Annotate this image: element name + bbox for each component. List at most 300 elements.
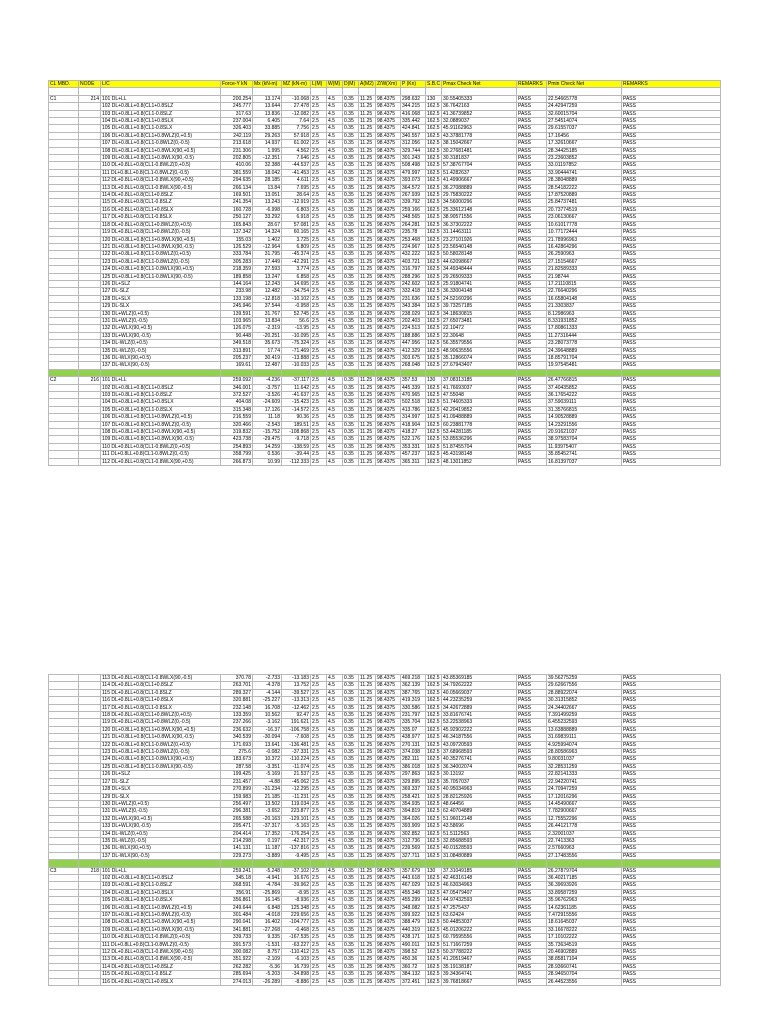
table-cell: 13.174 [253, 95, 282, 102]
table-cell [79, 162, 101, 169]
table-cell: -16.37 [253, 726, 282, 733]
table-cell: PASS [622, 214, 721, 221]
table-cell: 12.243 [253, 280, 282, 287]
table-cell: 3.725 [282, 236, 311, 243]
table-cell: 296.381 [221, 808, 253, 815]
table-cell: 2.5 [311, 362, 327, 369]
table-cell: 391.573 [221, 941, 253, 948]
table-cell: 130 [426, 377, 442, 384]
table-cell: 188.886 [401, 332, 426, 339]
table-cell: -11.074 [282, 763, 311, 770]
table-cell: 162.5 [427, 675, 440, 681]
table-cell: PASS [517, 712, 547, 719]
table-cell: 40.95034963 [442, 786, 517, 793]
table-cell: 265.588 [221, 815, 253, 822]
table-cell: PASS [517, 719, 547, 726]
table-cell [49, 206, 79, 213]
table-cell [49, 384, 79, 391]
table-cell: -14.572 [282, 406, 311, 413]
table-cell: 282.111 [401, 756, 426, 763]
table-cell: PASS [517, 874, 547, 881]
table-cell: 98.4375 [376, 303, 401, 310]
table-cell [49, 911, 79, 918]
table-cell: 11.25 [359, 712, 376, 719]
table-cell: 11.25 [359, 726, 376, 733]
table-cell: 60.79595556 [442, 934, 517, 941]
table-cell: 2.5 [311, 749, 327, 756]
table-cell: 162.5 [427, 340, 440, 347]
table-cell: 162.5 [427, 147, 440, 154]
table-row [49, 184, 721, 191]
table-cell: 0.35 [343, 919, 359, 926]
table-cell: 455.348 [401, 889, 426, 896]
table-cell: 11.25 [359, 414, 376, 421]
table-cell: -34.754 [282, 288, 311, 295]
table-cell: 98.4375 [376, 177, 401, 184]
table-cell: -63.227 [282, 941, 311, 948]
table-cell: 7.391499259 [547, 712, 622, 719]
table-cell: 51.96012148 [442, 815, 517, 822]
table-cell: 2.5 [311, 689, 327, 696]
table-cell: 31.795 [253, 251, 282, 258]
table-cell: 162.5 [427, 414, 440, 421]
table-cell: 332.418 [401, 288, 426, 295]
table-row [49, 132, 721, 139]
table-row [49, 712, 721, 719]
table-cell: 11.25 [359, 934, 376, 941]
table-row [49, 147, 721, 154]
table-cell: 262.282 [221, 963, 253, 970]
table-cell: PASS [622, 697, 721, 704]
table-cell: PASS [517, 756, 547, 763]
table-cell: PASS [517, 934, 547, 941]
table-cell: PASS [517, 771, 547, 778]
table-cell [79, 132, 101, 139]
table-cell: 45.43198148 [442, 451, 517, 458]
table-cell: PASS [517, 169, 547, 176]
table-cell: 112 DL+0.8LL+0.8(CL1-0.8WLX(90,+0.5) [101, 458, 221, 465]
table-cell: -34.898 [282, 971, 311, 978]
table-cell: 51.5112563 [442, 830, 517, 837]
table-cell [79, 786, 101, 793]
table-cell: 126 DL+SLZ [101, 280, 221, 287]
table-cell: 341.881 [221, 926, 253, 933]
table-cell: 21.98744 [547, 273, 622, 280]
table-row [49, 704, 721, 711]
table-cell: 4.5 [327, 406, 343, 413]
table-cell: 4.5 [327, 897, 343, 904]
table-cell: 30.13192 [442, 771, 517, 778]
table-cell: 357.53 [401, 377, 426, 384]
table-cell: 123 DL+0.8LL+0.8(CL1-0.8WLZ(0,-0.5) [101, 749, 221, 756]
table-cell: 162.5 [427, 362, 440, 369]
table-cell: PASS [622, 303, 721, 310]
table-cell: 133 DL+WLX(90,-0.5) [101, 332, 221, 339]
table-cell [79, 243, 101, 250]
table-cell [79, 451, 101, 458]
table-cell: PASS [517, 347, 547, 354]
table-row [49, 949, 721, 956]
col-header: L/C [101, 81, 221, 88]
table-cell [49, 741, 79, 748]
table-row [49, 192, 721, 199]
table-cell: 10.562 [253, 712, 282, 719]
table-cell: PASS [517, 118, 547, 125]
table-cell: 0.35 [343, 169, 359, 176]
table-cell: 11.25 [359, 719, 376, 726]
table-cell: PASS [622, 325, 721, 332]
table-cell: 162.5 [427, 140, 440, 147]
table-cell: -26.289 [253, 978, 282, 985]
table-cell: 0.35 [343, 384, 359, 391]
table-cell: 32.388 [253, 162, 282, 169]
table-cell: 98.4375 [376, 941, 401, 948]
table-cell: 11.25 [359, 147, 376, 154]
table-row [49, 830, 721, 837]
table-cell: 11.25 [359, 392, 376, 399]
table-cell: 37.59039111 [547, 399, 622, 406]
table-cell: 0.35 [343, 963, 359, 970]
table-cell: 98.4375 [376, 904, 401, 911]
table-cell: 2.5 [311, 436, 327, 443]
table-cell: 393.909 [401, 823, 426, 830]
table-cell: 4.5 [327, 934, 343, 941]
table-cell: PASS [517, 132, 547, 139]
table-cell [79, 756, 101, 763]
table-cell: 38.97583704 [547, 436, 622, 443]
table-cell: -167.535 [282, 934, 311, 941]
table-cell: 455.299 [401, 897, 426, 904]
table-cell: 314.997 [401, 414, 426, 421]
table-cell: 11.25 [359, 206, 376, 213]
table-cell: 4.5 [327, 741, 343, 748]
table-cell: PASS [622, 845, 721, 852]
table-cell [49, 934, 79, 941]
table-cell [49, 749, 79, 756]
group-separator-row [49, 860, 721, 867]
table-cell: 0.35 [343, 911, 359, 918]
table-cell [79, 110, 101, 117]
table-cell: 301.243 [401, 155, 426, 162]
table-cell: 11.18 [253, 414, 282, 421]
table-cell: 11.25 [359, 288, 376, 295]
table-cell: 48.13011852 [442, 458, 517, 465]
table-cell: PASS [517, 458, 547, 465]
table-cell [49, 712, 79, 719]
table-cell: -5.163 [282, 823, 311, 830]
table-cell: 0.35 [343, 399, 359, 406]
table-cell: PASS [622, 734, 721, 741]
table-cell: 98.4375 [376, 889, 401, 896]
table-cell: 14.259 [253, 443, 282, 450]
table-cell: 98.4375 [376, 414, 401, 421]
table-cell: 329.744 [401, 147, 426, 154]
table-cell: 0.35 [343, 132, 359, 139]
table-cell: -45.062 [282, 778, 311, 785]
table-cell: PASS [517, 704, 547, 711]
table-row [49, 414, 721, 421]
table-cell: 117 DL+0.8LL+0.8(CL1-0.8SLX [101, 704, 221, 711]
table-cell: 386.018 [401, 763, 426, 770]
table-cell: 60.23881778 [442, 421, 517, 428]
table-cell: -3.652 [253, 808, 282, 815]
table-cell: 162.5 [427, 295, 440, 302]
table-cell: PASS [622, 414, 721, 421]
table-cell: 103 DL+0.8LL+0.8(CL1-0.8SLZ [101, 110, 221, 117]
table-cell: 57.918 [282, 132, 311, 139]
table-cell: 102 DL+0.8LL+0.8(CL1+0.8SLZ [101, 384, 221, 391]
table-cell: 98.4375 [376, 815, 401, 822]
table-cell: 326.403 [221, 125, 253, 132]
table-cell: 107 DL+0.8LL+0.8(CL1+0.8WLZ(0,-0.5) [101, 911, 221, 918]
table-cell: 14.62361185 [547, 904, 622, 911]
table-cell: 40.05669037 [442, 689, 517, 696]
table-cell: 0.35 [343, 192, 359, 199]
table-cell: 11.25 [359, 837, 376, 844]
table-cell: 17.12016296 [547, 793, 622, 800]
table-cell: 162.5 [427, 963, 440, 970]
table-cell: 11.25 [359, 845, 376, 852]
table-cell: 2.5 [311, 682, 327, 689]
table-cell: 457.237 [401, 451, 426, 458]
table-cell [79, 199, 101, 206]
table-cell [49, 288, 79, 295]
table-cell: 4.5 [327, 421, 343, 428]
table-cell: 6.918 [282, 214, 311, 221]
table-cell: 124 DL+0.8LL+0.8(CL1-0.8WLX(90,+0.5) [101, 266, 221, 273]
table-cell: 125 DL+0.8LL+0.8(CL1-0.8WLX(90,-0.5) [101, 763, 221, 770]
table-cell [49, 778, 79, 785]
table-row [49, 243, 721, 250]
table-cell: 0.35 [343, 800, 359, 807]
table-cell: 162.5 [427, 392, 440, 399]
table-cell [49, 904, 79, 911]
table-cell: PASS [622, 712, 721, 719]
table-cell: 98.4375 [376, 340, 401, 347]
col-header: Z/W(Xm) [376, 81, 401, 88]
table-cell: 4.5 [327, 458, 343, 465]
table-cell: 340.557 [401, 132, 426, 139]
table-cell: 4.5 [327, 155, 343, 162]
table-cell: 0.35 [343, 689, 359, 696]
table-cell: 20.91621037 [547, 429, 622, 436]
table-cell: 121 DL+0.8LL+0.8(CL1+0.8WLX(90,-0.5) [101, 734, 221, 741]
table-row [49, 815, 721, 822]
table-cell [79, 414, 101, 421]
table-cell: PASS [517, 95, 547, 102]
table-cell [79, 889, 101, 896]
table-cell: 0.35 [343, 251, 359, 258]
table-cell: 40.35276741 [442, 756, 517, 763]
table-cell: PASS [517, 830, 547, 837]
col-header: W(M) [327, 81, 343, 88]
table-cell: PASS [517, 229, 547, 236]
table-cell [49, 295, 79, 302]
table-cell: 319.832 [221, 429, 253, 436]
table-cell: 4.5 [327, 258, 343, 265]
table-cell: 4.5 [327, 280, 343, 287]
table-cell: 17.32610667 [547, 140, 622, 147]
table-cell: PASS [622, 786, 721, 793]
table-cell: 162.5 [427, 436, 440, 443]
table-cell: 119 DL+0.8LL+0.8(CL1+0.8WLZ(0,-0.5) [101, 719, 221, 726]
table-cell: 137 DL-WLX(90,-0.5) [101, 362, 221, 369]
table-cell: 11.25 [359, 919, 376, 926]
table-cell [49, 919, 79, 926]
table-row [49, 963, 721, 970]
table-cell: PASS [517, 793, 547, 800]
table-cell: 17.449 [253, 258, 282, 265]
table-cell [49, 978, 79, 985]
table-cell: 2.5 [311, 458, 327, 465]
table-cell [79, 852, 101, 859]
table-row [49, 399, 721, 406]
table-cell: 4.5 [327, 429, 343, 436]
table-cell: 25.84737481 [547, 199, 622, 206]
table-cell: 0.35 [343, 184, 359, 191]
table-cell [49, 406, 79, 413]
table-cell: 329.895 [401, 778, 426, 785]
table-cell: 34.56000296 [442, 199, 517, 206]
table-row [49, 266, 721, 273]
table-cell: -7.608 [282, 734, 311, 741]
table-cell: 14.324 [253, 229, 282, 236]
table-cell: PASS [517, 675, 547, 682]
table-cell [79, 675, 101, 682]
table-cell: PASS [517, 303, 547, 310]
table-cell: 11.25 [359, 310, 376, 317]
table-cell: -41.453 [282, 169, 311, 176]
table-cell [49, 852, 79, 859]
table-cell: 0.35 [343, 971, 359, 978]
table-cell: 98.4375 [376, 704, 401, 711]
table-cell: 11.25 [359, 258, 376, 265]
table-cell [79, 236, 101, 243]
table-cell [49, 199, 79, 206]
table-row [49, 934, 721, 941]
col-header: Mx (kN-m) [253, 81, 282, 88]
table-cell: 29.75830222 [442, 192, 517, 199]
table-cell: 31.14463111 [442, 229, 517, 236]
table-cell: 4.5 [327, 177, 343, 184]
table-cell [49, 317, 79, 324]
table-cell: 11.25 [359, 325, 376, 332]
table-cell: 103 DL+0.8LL+0.8(CL1-0.8SLZ [101, 392, 221, 399]
table-cell: 111 DL+0.8LL+0.8(CL1-0.8WLZ(0,-0.5) [101, 451, 221, 458]
table-row [49, 325, 721, 332]
table-cell [79, 155, 101, 162]
table-cell: -136.481 [282, 741, 311, 748]
table-cell: 0.35 [343, 125, 359, 132]
table-cell: PASS [622, 243, 721, 250]
table-cell: 162.5 [427, 830, 440, 837]
table-cell: 98.4375 [376, 199, 401, 206]
table-cell: 316.797 [401, 266, 426, 273]
table-cell: 98.4375 [376, 689, 401, 696]
table-cell: 11.25 [359, 882, 376, 889]
table-cell: 44.97432593 [442, 897, 517, 904]
table-cell: 13.644 [253, 103, 282, 110]
table-cell: 384.132 [401, 971, 426, 978]
table-cell [49, 110, 79, 117]
table-cell: 27.17483556 [547, 852, 622, 859]
table-cell: 11.25 [359, 741, 376, 748]
table-cell: 4.5 [327, 362, 343, 369]
table-cell: 224.513 [401, 325, 426, 332]
table-cell: PASS [622, 719, 721, 726]
table-cell: -4.88 [253, 778, 282, 785]
table-cell: 162.5 [427, 949, 440, 956]
table-cell: 9.335 [253, 934, 282, 941]
table-cell: 4.5 [327, 726, 343, 733]
table-cell: 162.5 [427, 199, 440, 206]
table-cell: 4.5 [327, 852, 343, 859]
table-cell: 24.52160296 [442, 295, 517, 302]
table-cell: 28.82125926 [442, 793, 517, 800]
table-cell: 4.5 [327, 786, 343, 793]
table-cell: 122 DL+0.8LL+0.8(CL1-0.8WLZ(0,+0.5) [101, 251, 221, 258]
table-cell: PASS [517, 429, 547, 436]
table-cell: PASS [517, 162, 547, 169]
table-cell [49, 436, 79, 443]
table-cell: 162.5 [427, 355, 440, 362]
table-cell [49, 971, 79, 978]
table-cell: 0.35 [343, 295, 359, 302]
table-cell: 129 DL-SLX [101, 303, 221, 310]
table-cell: 113 DL+0.8LL+0.8(CL1-0.8WLX(90,-0.5) [101, 184, 221, 191]
table-cell: PASS [517, 978, 547, 985]
table-cell: 11.25 [359, 978, 376, 985]
table-cell: 4.5 [327, 793, 343, 800]
table-cell [79, 295, 101, 302]
table-cell: 162.5 [427, 251, 440, 258]
table-cell: 4.5 [327, 221, 343, 228]
table-cell: 11.25 [359, 956, 376, 963]
table-cell: 11.25 [359, 897, 376, 904]
table-cell: 160.728 [221, 206, 253, 213]
table-cell: 162.5 [427, 399, 440, 406]
table-cell: 343.384 [401, 303, 426, 310]
table-cell: 110 DL+0.8LL+0.8(CL1-0.8WLZ(0,+0.5) [101, 443, 221, 450]
table-cell [79, 184, 101, 191]
table-cell: -106.758 [282, 726, 311, 733]
table-cell: 126.529 [221, 243, 253, 250]
table-cell: 159.983 [221, 793, 253, 800]
col-header: REMARKS [517, 81, 547, 88]
table-cell: 98.4375 [376, 251, 401, 258]
table-cell: 0.197 [253, 837, 282, 844]
table-cell: PASS [622, 830, 721, 837]
table-cell: PASS [622, 184, 721, 191]
table-cell: 101 DL+LL [101, 377, 221, 384]
table-cell: 130 [426, 95, 442, 102]
table-cell: 2.5 [311, 830, 327, 837]
table-cell: 32.60015704 [547, 110, 622, 117]
table-cell: 13.84 [253, 184, 282, 191]
table-cell: 317.63 [221, 110, 253, 117]
table-cell: 98.4375 [376, 734, 401, 741]
table-cell: 104 DL+0.8LL+0.8(CL1+0.8SLX [101, 399, 221, 406]
table-cell: 98.4375 [376, 384, 401, 391]
table-cell: 23.23603852 [547, 155, 622, 162]
table-cell: 0.35 [343, 697, 359, 704]
table-cell: 2.5 [311, 221, 327, 228]
table-cell: 98.4375 [376, 808, 401, 815]
table-cell: PASS [517, 332, 547, 339]
table-cell: 33.292 [253, 214, 282, 221]
table-row [49, 749, 721, 756]
table-cell [49, 823, 79, 830]
